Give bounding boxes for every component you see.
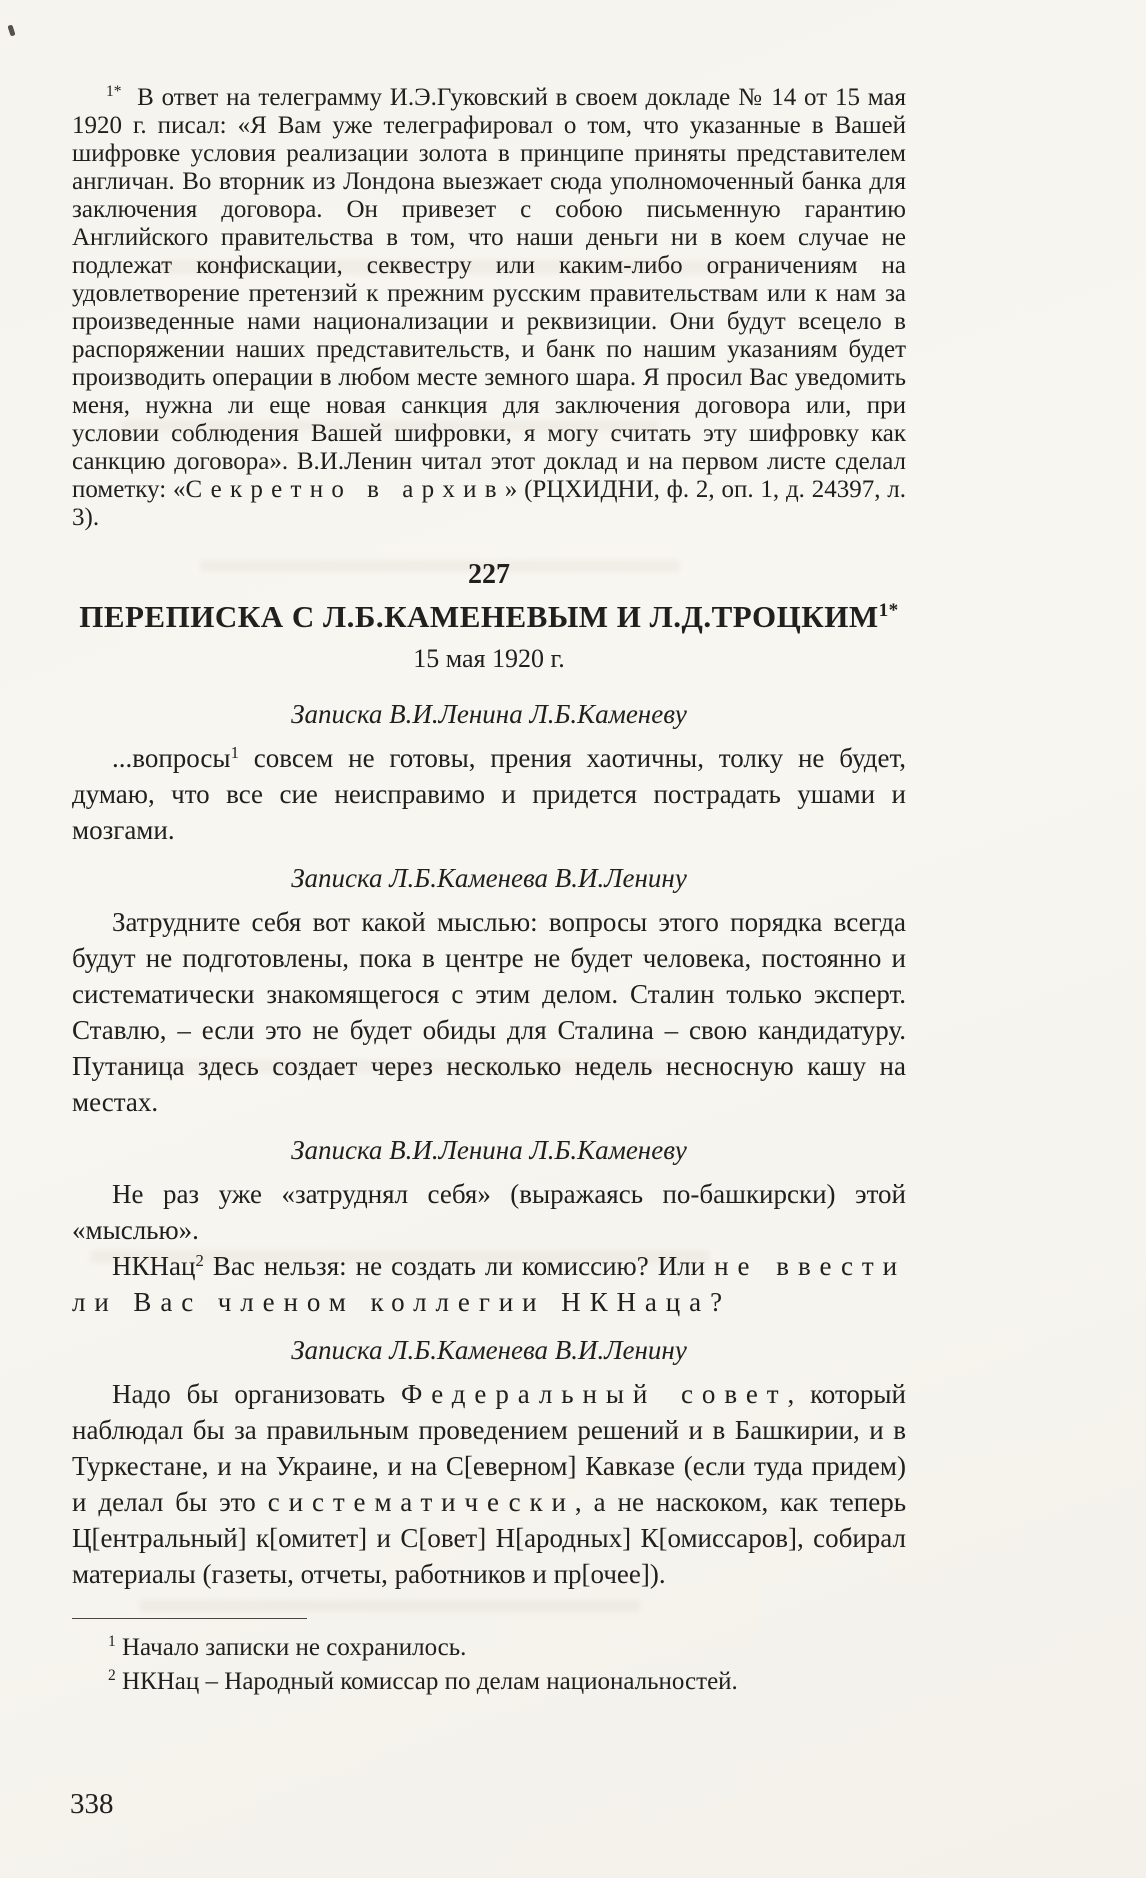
footnote-1-marker: 1 xyxy=(108,1633,116,1651)
footnote-text: В ответ на телеграмму И.Э.Гуковский в своем докладе № 14 от 15 мая 1920 г. писал: «Я Вам уже телеграфировал о том, что указанные в Вашей шифровке условия реализации золота в принципе приняты представителем англичан. Во вторник из Лондона выезжает сюда уполномоченный банка для заключения договора. Он привезет с собою письменную гарантию Английского правительства в том, что наши деньги ни в коем случае не подлежат конфискации, секвестру или каким-либо ограничениям на удовлетворение претензий к прежним русским правительствам или к нам за произведенные нами национализации и реквизиции. Они будут всецело в распоряжении наших представительств, и банк по нашим указаниям будет производить операции в любом месте земного шара. Я просил Вас уведомить меня, нужна ли еще новая санкция для заключения договора или, при условии соблюдения Вашей шифровки, я могу считать эту шифровку как санкцию договора». В.И.Ленин читал этот доклад и на первом листе сделал пометку: « xyxy=(72,84,906,503)
note-heading: Записка В.И.Ленина Л.Б.Каменеву xyxy=(291,1135,687,1165)
paragraph-spaced-text: Федеральный совет xyxy=(401,1379,788,1409)
note-paragraph xyxy=(72,1376,906,1592)
footnote-ref: 1 xyxy=(230,742,239,762)
footnote-spaced-text: Секретно в архив xyxy=(185,476,505,503)
note-paragraph xyxy=(72,1248,906,1320)
paragraph-text: Надо бы организовать xyxy=(112,1379,401,1409)
footnote-1-text: Начало записки не сохранилось. xyxy=(115,1634,467,1661)
footnote-1 xyxy=(72,1631,906,1665)
footnote-2-marker: 2 xyxy=(108,1667,116,1685)
footnote-ref: 2 xyxy=(195,1250,204,1270)
note-heading: Записка Л.Б.Каменева В.И.Ленину xyxy=(291,1335,687,1365)
footnote-2-text: НКНац – Народный комиссар по делам национальностей. xyxy=(115,1668,738,1695)
note-heading: Записка В.И.Ленина Л.Б.Каменеву xyxy=(291,699,687,729)
note-paragraph xyxy=(72,740,906,848)
note-heading: Записка Л.Б.Каменева В.И.Ленину xyxy=(291,863,687,893)
paragraph-text: ...вопросы xyxy=(112,743,231,773)
title-footnote-marker: 1* xyxy=(878,600,899,622)
document-number: 227 xyxy=(468,559,510,590)
footnote-rule xyxy=(72,1618,307,1619)
note-paragraph: Не раз уже «затруднял себя» (выражаясь по-башкирски) этой «мыслью». xyxy=(72,1179,906,1245)
paragraph-spaced-text: систематически xyxy=(267,1487,575,1517)
document-title xyxy=(72,598,906,636)
paragraph-text: НКНац xyxy=(112,1251,196,1281)
footnote-continuation xyxy=(72,84,906,532)
footnote-marker: 1* xyxy=(106,83,122,101)
paragraph-text: , а не наскоком, как теперь Ц[ентральный] к[омитет] и С[овет] Н[ародных] К[омиссаров], собирал материалы (газеты, отчеты, работников и пр[очее]). xyxy=(72,1487,907,1589)
page-number: 338 xyxy=(70,1788,114,1820)
paragraph-text: Вас нельзя: не создать ли комиссию? Или xyxy=(203,1251,715,1281)
paragraph-text: , который наблюдал бы за правильным проведением решений и в Башкирии, и в Туркестане, и на Украине, и на С[еверном] Кавказе (если туда придем) и делал бы это xyxy=(72,1379,906,1517)
paragraph-spaced-text: не ввести ли Вас членом коллегии НКНаца? xyxy=(72,1251,906,1317)
document-date: 15 мая 1920 г. xyxy=(413,644,565,673)
note-paragraph: Затрудните себя вот какой мыслью: вопросы этого порядка всегда будут не подготовлены, пока в центре не будет человека, постоянно и систематически знакомящегося с этим делом. Сталин только эксперт. Ставлю, – если это не будет обиды для Сталина – свою кандидатуру. Путаница здесь создает через несколько недель несносную кашу на местах. xyxy=(72,907,906,1117)
document-title-text: ПЕРЕПИСКА С Л.Б.КАМЕНЕВЫМ И Л.Д.ТРОЦКИМ xyxy=(79,599,879,634)
footnote-text-after: » (РЦХИДНИ, ф. 2, оп. 1, д. 24397, л. 3). xyxy=(72,476,906,531)
footnote-2 xyxy=(72,1665,906,1699)
paragraph-text: совсем не готовы, прения хаотичны, толку не будет, думаю, что все сие неисправимо и придется пострадать ушами и мозгами. xyxy=(72,743,906,845)
